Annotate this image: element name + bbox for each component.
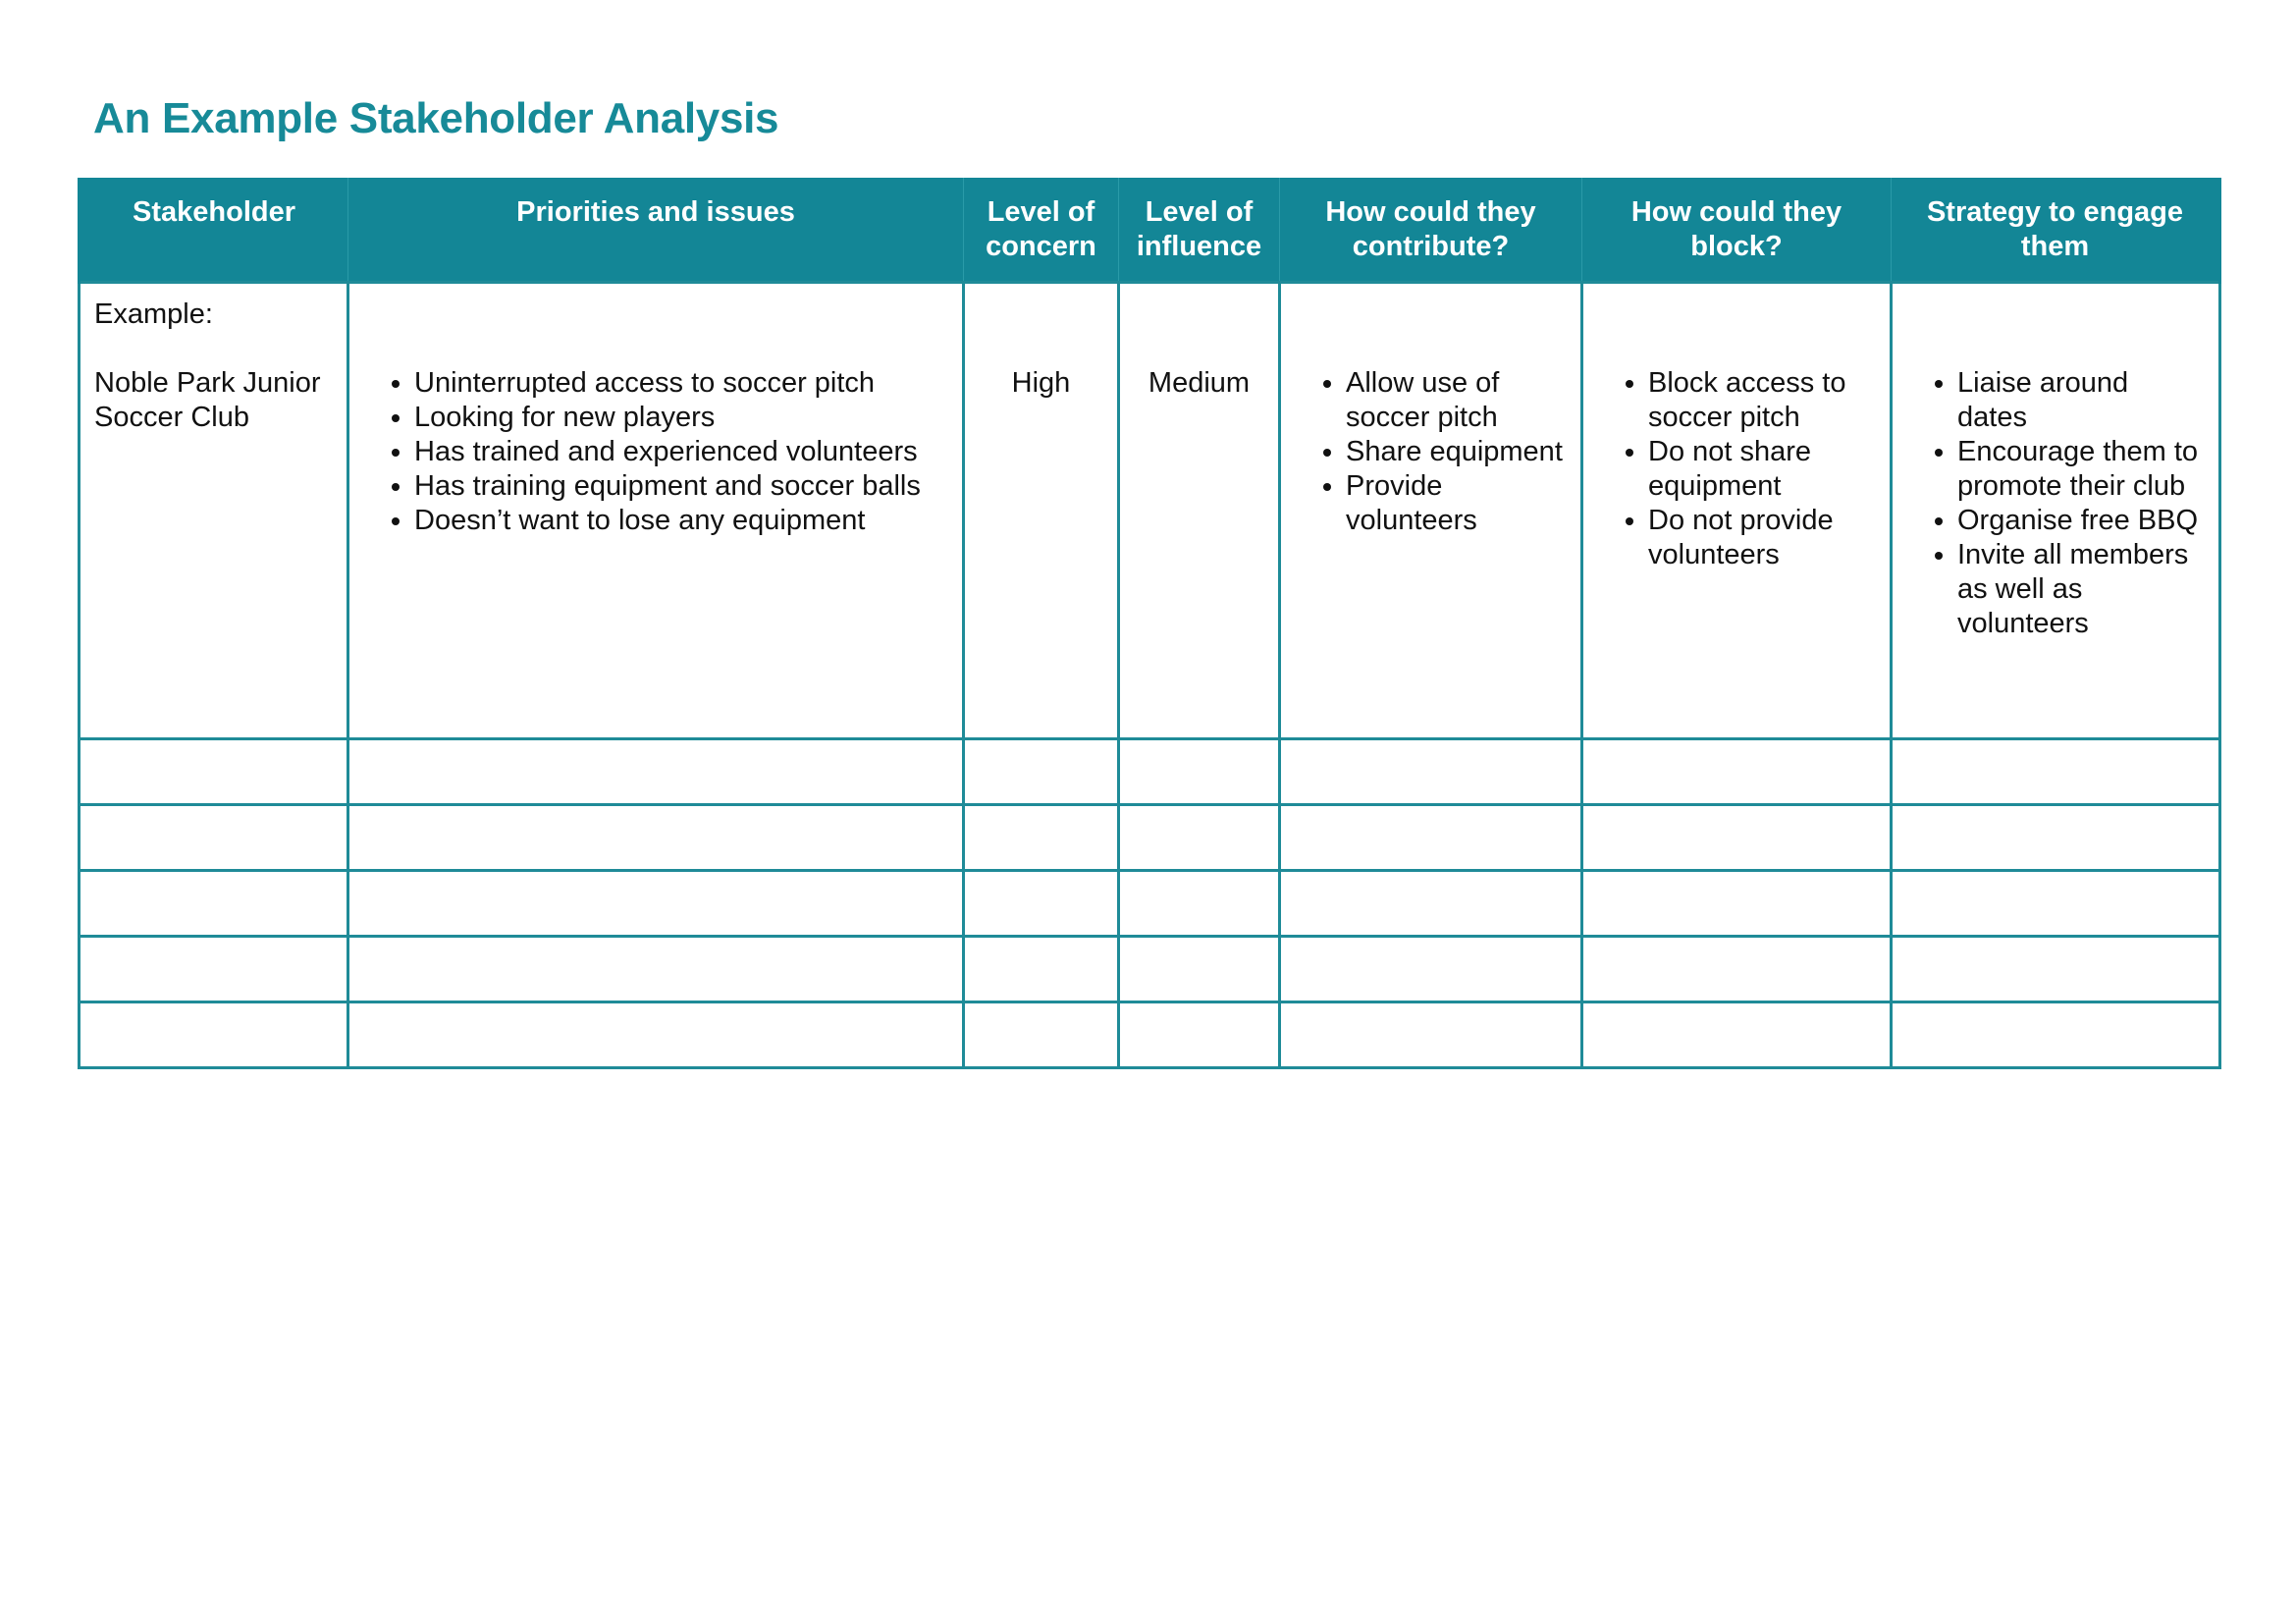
empty-cell[interactable] [1892,871,2220,937]
empty-cell[interactable] [80,1002,348,1068]
list-item: • Organise free BBQ [1957,504,2205,538]
empty-cell[interactable] [1582,739,1892,805]
empty-cell[interactable] [80,937,348,1002]
empty-row [80,1002,2220,1068]
column-header: Level of influence [1119,178,1280,283]
list-item: • Looking for new players [414,401,948,435]
priorities-cell [348,283,964,739]
example-label: Example: [94,298,213,330]
influence-cell [1119,283,1280,739]
column-header: Stakeholder [80,178,348,283]
empty-cell[interactable] [348,1002,964,1068]
column-header: Strategy to engage them [1892,178,2220,283]
empty-cell[interactable] [1119,739,1280,805]
empty-cell[interactable] [1119,805,1280,871]
empty-cell[interactable] [1582,1002,1892,1068]
stakeholder-name: Noble Park Junior Soccer Club [94,367,321,433]
list-item: • Doesn’t want to lose any equipment [414,504,948,538]
empty-cell[interactable] [1582,805,1892,871]
empty-cell[interactable] [1892,937,2220,1002]
empty-row [80,739,2220,805]
stakeholder-table [78,178,2221,1069]
stakeholder-cell [80,283,348,739]
list-item: • Block access to soccer pitch [1648,366,1876,435]
empty-cell[interactable] [1892,739,2220,805]
list-item: • Provide volunteers [1346,469,1567,538]
empty-cell[interactable] [1119,937,1280,1002]
column-header: Level of concern [964,178,1119,283]
empty-cell[interactable] [1280,1002,1582,1068]
block-cell [1582,283,1892,739]
table-header-row [80,178,2220,283]
list-item: • Share equipment [1346,435,1567,469]
empty-cell[interactable] [1582,871,1892,937]
empty-cell[interactable] [1892,805,2220,871]
strategy-list [1906,366,2205,641]
empty-cell[interactable] [964,937,1119,1002]
empty-cell[interactable] [1280,871,1582,937]
empty-cell[interactable] [1582,937,1892,1002]
empty-cell[interactable] [964,739,1119,805]
empty-cell[interactable] [348,739,964,805]
list-item: • Uninterrupted access to soccer pitch [414,366,948,401]
empty-cell[interactable] [80,871,348,937]
empty-cell[interactable] [1119,1002,1280,1068]
column-header: How could they block? [1582,178,1892,283]
list-item: • Encourage them to promote their club [1957,435,2205,504]
empty-row [80,937,2220,1002]
empty-cell[interactable] [1892,1002,2220,1068]
list-item: • Has trained and experienced volunteers [414,435,948,469]
empty-cell[interactable] [964,871,1119,937]
contribute-list [1295,366,1567,538]
empty-cell[interactable] [964,1002,1119,1068]
list-item: • Do not provide volunteers [1648,504,1876,572]
strategy-cell [1892,283,2220,739]
empty-cell[interactable] [80,739,348,805]
empty-cell[interactable] [348,937,964,1002]
empty-cell[interactable] [1280,805,1582,871]
empty-cell[interactable] [1280,937,1582,1002]
empty-cell[interactable] [348,871,964,937]
list-item: • Invite all members as well as volunteers [1957,538,2205,641]
empty-cell[interactable] [80,805,348,871]
empty-cell[interactable] [1280,739,1582,805]
empty-row [80,805,2220,871]
influence-value: Medium [1148,367,1251,399]
list-item: • Do not share equipment [1648,435,1876,504]
list-item: • Allow use of soccer pitch [1346,366,1567,435]
page-title: An Example Stakeholder Analysis [93,94,779,142]
empty-cell[interactable] [348,805,964,871]
contribute-cell [1280,283,1582,739]
table-row-example [80,283,2220,739]
empty-row [80,871,2220,937]
column-header: How could they contribute? [1280,178,1582,283]
list-item: • Liaise around dates [1957,366,2205,435]
priorities-list [363,366,948,538]
concern-value: High [1011,367,1071,399]
block-list [1597,366,1876,572]
empty-cell[interactable] [964,805,1119,871]
empty-cell[interactable] [1119,871,1280,937]
concern-cell [964,283,1119,739]
column-header: Priorities and issues [348,178,964,283]
list-item: • Has training equipment and soccer balls [414,469,948,504]
